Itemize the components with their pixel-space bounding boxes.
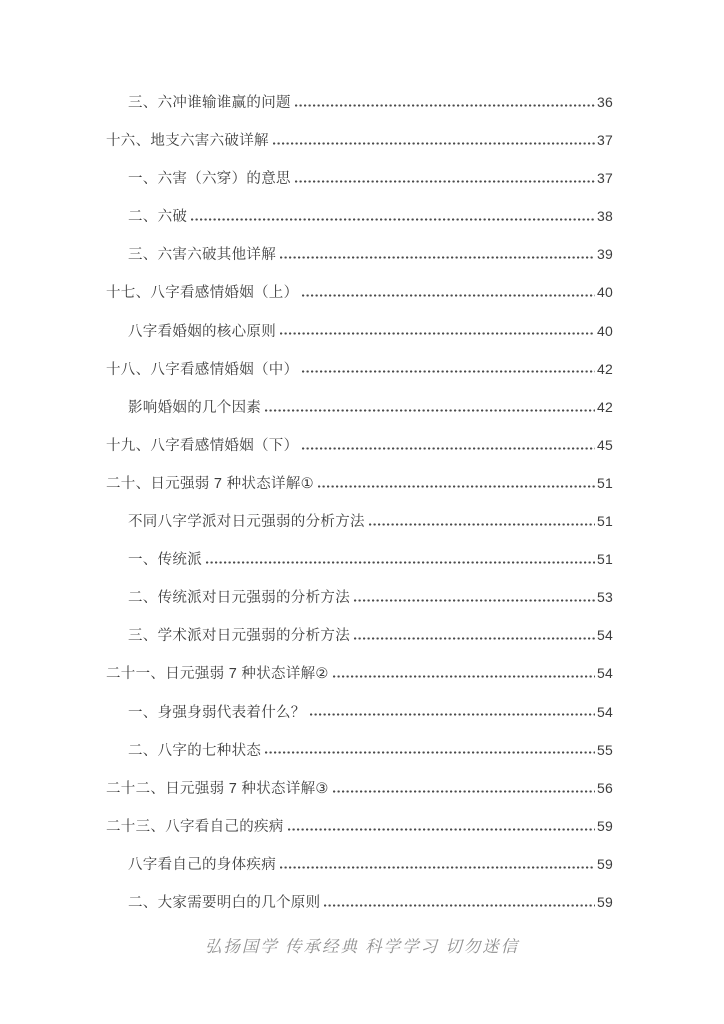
toc-entry-label: 二十、日元强弱 7 种状态详解①: [106, 475, 314, 492]
dot-leader-icon: [302, 446, 595, 450]
toc-entry[interactable]: [106, 132, 613, 170]
dot-leader-icon: [324, 903, 595, 907]
dot-leader-icon: [333, 789, 595, 793]
toc-entry-page-number: 53: [597, 589, 613, 606]
toc-entry[interactable]: [106, 513, 613, 551]
toc-entry-label: 八字看自己的身体疾病: [128, 856, 276, 873]
toc-entry-label: 十八、八字看感情婚姻（中）: [106, 361, 299, 378]
toc-entry-label: 一、六害（六穿）的意思: [128, 171, 291, 188]
toc-entry-label: 三、六害六破其他详解: [128, 247, 276, 264]
toc-entry-label: 一、传统派: [128, 552, 202, 569]
toc-entry-label: 八字看婚姻的核心原则: [128, 323, 276, 340]
toc-entry[interactable]: [106, 742, 613, 780]
toc-entry[interactable]: [106, 361, 613, 399]
toc-entry-page-number: 54: [597, 665, 613, 682]
toc-entry-page-number: 37: [597, 170, 613, 187]
dot-leader-icon: [302, 293, 595, 297]
toc-entry[interactable]: [106, 208, 613, 246]
dot-leader-icon: [273, 141, 595, 145]
dot-leader-icon: [280, 332, 595, 336]
toc-entry-page-number: 51: [597, 474, 613, 491]
dot-leader-icon: [354, 598, 595, 602]
toc-entry[interactable]: [106, 437, 613, 475]
toc-entry[interactable]: [106, 856, 613, 894]
toc-entry-label: 二十三、八字看自己的疾病: [106, 818, 284, 835]
dot-leader-icon: [369, 522, 595, 526]
toc-entry-label: 二十二、日元强弱 7 种状态详解③: [106, 780, 329, 797]
toc-entry-label: 十七、八字看感情婚姻（上）: [106, 285, 299, 302]
dot-leader-icon: [295, 179, 595, 183]
dot-leader-icon: [265, 751, 595, 755]
toc-entry-page-number: 54: [597, 703, 613, 720]
toc-entry-label: 三、学术派对日元强弱的分析方法: [128, 628, 350, 645]
toc-entry[interactable]: [106, 284, 613, 322]
toc-entry[interactable]: [106, 323, 613, 361]
toc-entry-label: 三、六冲谁输谁赢的问题: [128, 95, 291, 111]
dot-leader-icon: [280, 865, 595, 869]
toc-entry-label: 一、身强身弱代表着什么？: [128, 704, 306, 721]
toc-entry[interactable]: [106, 665, 613, 703]
toc-entry-label: 十九、八字看感情婚姻（下）: [106, 437, 299, 454]
toc-entry[interactable]: [106, 589, 613, 627]
toc-entry-label: 二、传统派对日元强弱的分析方法: [128, 590, 350, 607]
page-footer-motto: 弘扬国学 传承经典 科学学习 切勿迷信: [204, 937, 520, 956]
dot-leader-icon: [280, 255, 595, 259]
toc-entry-page-number: 45: [597, 436, 613, 453]
toc-entry-page-number: 38: [597, 208, 613, 225]
dot-leader-icon: [191, 217, 595, 221]
toc-entry-label: 二、六破: [128, 209, 188, 226]
toc-entry-page-number: 39: [597, 246, 613, 263]
toc-entry-page-number: 36: [597, 94, 613, 110]
dot-leader-icon: [310, 713, 595, 717]
dot-leader-icon: [318, 484, 595, 488]
toc-entry-page-number: 59: [597, 817, 613, 834]
toc-entry-page-number: 51: [597, 513, 613, 530]
toc-entry-page-number: 51: [597, 551, 613, 568]
toc-entry-page-number: 40: [597, 322, 613, 339]
toc-entry-page-number: 40: [597, 284, 613, 301]
toc-entry-label: 不同八字学派对日元强弱的分析方法: [128, 514, 365, 531]
toc-entry-label: 影响婚姻的几个因素: [128, 399, 262, 416]
toc-entry-page-number: 56: [597, 779, 613, 796]
table-of-contents: [106, 94, 613, 932]
dot-leader-icon: [354, 636, 595, 640]
toc-entry-page-number: 59: [597, 893, 613, 910]
toc-entry[interactable]: [106, 475, 613, 513]
toc-entry-page-number: 54: [597, 627, 613, 644]
toc-entry-label: 二十一、日元强弱 7 种状态详解②: [106, 666, 329, 683]
toc-entry[interactable]: [106, 399, 613, 437]
toc-entry[interactable]: [106, 94, 613, 132]
toc-entry[interactable]: [106, 170, 613, 208]
toc-entry-page-number: 37: [597, 132, 613, 149]
toc-entry[interactable]: [106, 894, 613, 932]
dot-leader-icon: [288, 827, 595, 831]
toc-entry-label: 十六、地支六害六破详解: [106, 133, 269, 150]
toc-entry[interactable]: [106, 246, 613, 284]
toc-entry[interactable]: [106, 551, 613, 589]
toc-entry-page-number: 55: [597, 741, 613, 758]
toc-entry-label: 二、八字的七种状态: [128, 742, 262, 759]
dot-leader-icon: [265, 408, 595, 412]
dot-leader-icon: [333, 674, 595, 678]
toc-entry-label: 二、大家需要明白的几个原则: [128, 894, 321, 911]
dot-leader-icon: [302, 370, 595, 374]
toc-entry[interactable]: [106, 704, 613, 742]
toc-entry[interactable]: [106, 818, 613, 856]
toc-entry-page-number: 42: [597, 360, 613, 377]
dot-leader-icon: [295, 103, 595, 107]
toc-entry-page-number: 59: [597, 855, 613, 872]
toc-entry[interactable]: [106, 627, 613, 665]
dot-leader-icon: [206, 560, 595, 564]
toc-entry[interactable]: [106, 780, 613, 818]
toc-entry-page-number: 42: [597, 398, 613, 415]
